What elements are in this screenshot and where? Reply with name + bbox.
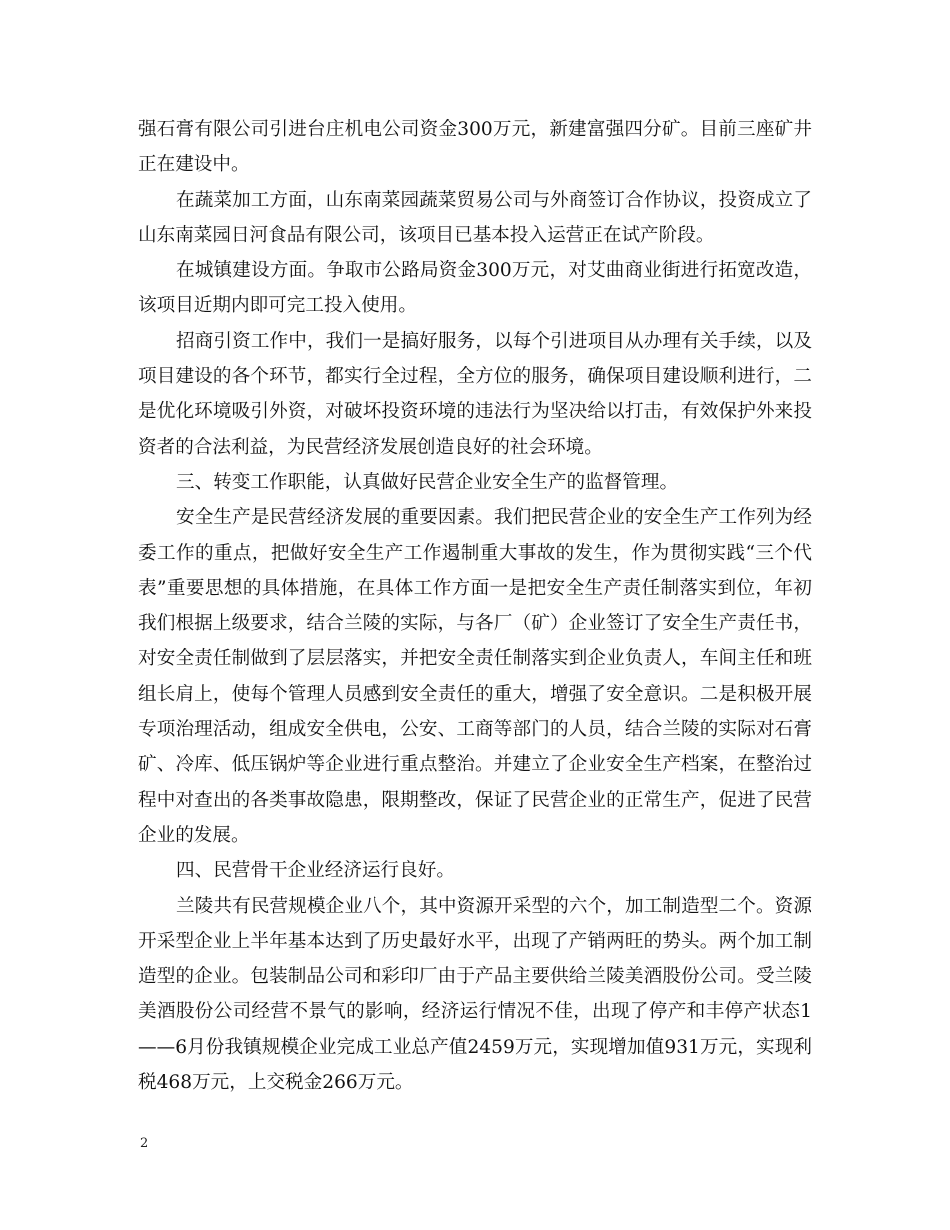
page-number: 2 bbox=[140, 1136, 149, 1151]
section-heading: 三、转变工作职能，认真做好民营企业安全生产的监督管理。 bbox=[176, 471, 679, 493]
paragraph: 安全生产是民营经济发展的重要因素。我们把民营企业的安全生产工作列为经委工作的重点，把做好安全生产工作遏制重大事故的发生，作为贯彻实践“三个代表”重要思想的具体措施，在具体工作方面一是把安全生产责任制落实到位，年初我们根据上级要求，结合兰陵的实际，与各厂（矿）企业签订了安全生产责任书，对安全责任制做到了层层落实，并把安全责任制落实到企业负责人，车间主任和班组长肩上，使每个管理人员感到安全责任的重大，增强了安全意识。二是积极开展专项治理活动，组成安全供电，公安、工商等部门的人员，结合兰陵的实际对石膏矿、冷库、低压锅炉等企业进行重点整治。并建立了企业安全生产档案，在整治过程中对查出的各类事故隐患，限期整改，保证了民营企业的正常生产，促进了民营企业的发展。 bbox=[138, 507, 812, 846]
section-heading: 四、民营骨干企业经济运行良好。 bbox=[176, 860, 455, 882]
paragraph: 兰陵共有民营规模企业八个，其中资源开采型的六个，加工制造型二个。资源开采型企业上半年基本达到了历史最好水平，出现了产销两旺的势头。两个加工制造型的企业。包装制品公司和彩印厂由于产品主要供给兰陵美酒股份公司。受兰陵美酒股份公司经营不景气的影响，经济运行情况不佳，出现了停产和丰停产状态1——6月份我镇规模企业完成工业总产值2459万元，实现增加值931万元，实现利税468万元，上交税金266万元。 bbox=[138, 895, 812, 1094]
paragraph: 在蔬菜加工方面，山东南菜园蔬菜贸易公司与外商签订合作协议，投资成立了山东南菜园日河食品有限公司，该项目已基本投入运营正在试产阶段。 bbox=[138, 189, 812, 246]
paragraph: 在城镇建设方面。争取市公路局资金300万元，对艾曲商业街进行拓宽改造，该项目近期内即可完工投入使用。 bbox=[138, 260, 812, 317]
paragraph: 强石膏有限公司引进台庄机电公司资金300万元，新建富强四分矿。目前三座矿井正在建设中。 bbox=[138, 119, 812, 176]
body-text bbox=[138, 112, 812, 1100]
paragraph: 招商引资工作中，我们一是搞好服务，以每个引进项目从办理有关手续，以及项目建设的各个环节，都实行全过程，全方位的服务，确保项目建设顺利进行，二是优化环境吸引外资，对破坏投资环境的违法行为坚决给以打击，有效保护外来投资者的合法利益，为民营经济发展创造良好的社会环境。 bbox=[138, 330, 812, 458]
